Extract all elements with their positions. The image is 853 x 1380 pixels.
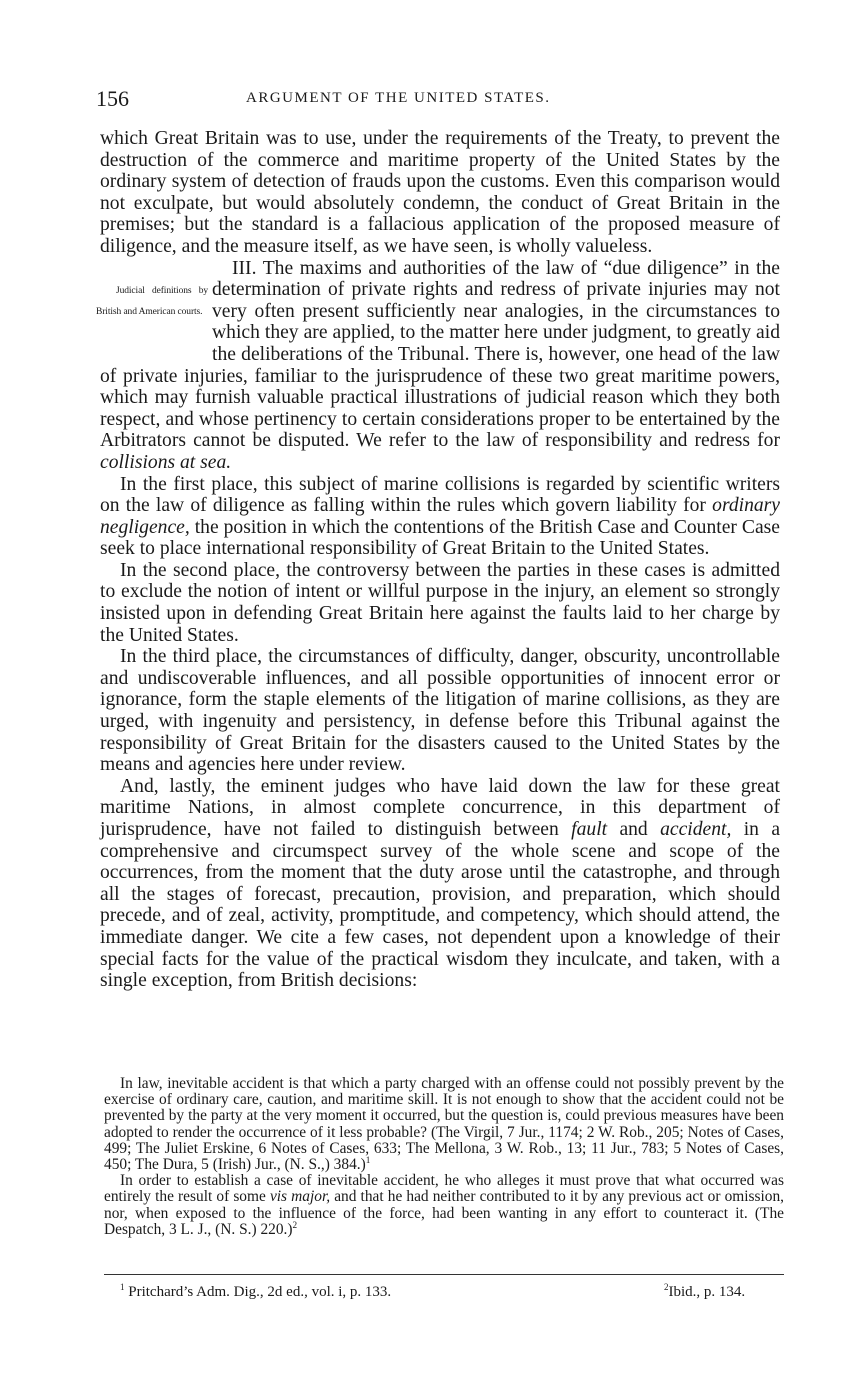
- footnote-1: $^1$ Pritchard’s Adm. Dig., 2d ed., vol. i, p. 133.: [120, 1282, 392, 1300]
- sidenote-judicial-definitions: Judicial definitions by British and American courts.: [96, 285, 208, 318]
- page-number: 156: [96, 86, 129, 111]
- quote-establish-inevitable-accident: In order to establish a case of inevitable accident, he who alleges it must prove that what occurred was entirely the result of some vis major, and that he had neither contributed to it by any previous act or omission, nor, when exposed to the influence of the force, had been wanting in any effort to counteract it. (The Despatch, 3 L. J., (N. S.) 220.)$^2$: [104, 1172, 784, 1238]
- footnote-reference-2[interactable]: 2: [292, 1219, 298, 1230]
- main-text: [96, 128, 781, 992]
- emphasis-vis-major: vis major,: [269, 1188, 331, 1206]
- footnote-mark-1: 1: [120, 1282, 125, 1292]
- emphasis-accident: accident,: [660, 819, 732, 840]
- page-header: [96, 86, 780, 116]
- running-head: ARGUMENT OF THE UNITED STATES.: [246, 90, 551, 106]
- paragraph-second-place: In the second place, the controversy between the parties in these cases is admitted to exclude the notion of intent or willful purpose in the injury, an element so strongly insisted upon in defending Great Britain here against the faults laid to her charge by the United States.: [100, 559, 780, 646]
- sidenote-container: [96, 277, 208, 363]
- emphasis-fault: fault: [571, 819, 608, 840]
- paragraph-third-place: In the third place, the circumstances of difficulty, danger, obscurity, uncontrollable and undiscoverable influences, and all possible opportunities of innocent error or ignorance, form the staple elements of the litigation of marine collisions, as they are urged, with ingenuity and persistency, in defense before this Tribunal against the responsibility of Great Britain for the disasters caused to the United States by the means and agencies here under review.: [100, 646, 780, 776]
- emphasis-ordinary-negligence: ordinary negligence,: [100, 495, 780, 538]
- paragraph-text: III. The maxims and authorities of the law of “due diligence” in the determination of private rights and redress of private injuries may not very often present sufficiently near analogies, in the circumstances to which they are applied, to the matter here under judgment, to greatly aid the deliberations of the Tribunal. There is, however, one head of the law of private injuries, familiar to the jurisprudence of these two great maritime powers, which may furnish valuable practical illustrations of judicial reason which they both respect, and whose pertinency to certain considerations proper to be entertained by the Arbitrators cannot be disputed. We refer to the law of responsibility and redress for: [100, 257, 780, 452]
- quote-inevitable-accident-definition: In law, inevitable accident is that which a party charged with an offense could not possibly prevent by the exercise of ordinary care, caution, and maritime skill. It is not enough to show that the accident could not be prevented by the party at the very moment it occurred, but the question is, could previous measures have been adopted to render the occurrence of it less probable? (The Virgil, 7 Jur., 1174; 2 W. Rob., 205; Notes of Cases, 499; The Juliet Erskine, 6 Notes of Cases, 633; The Mellona, 3 W. Rob., 13; 11 Jur., 783; 5 Notes of Cases, 450; The Dura, 5 (Irish) Jur., (N. S.,) 384.)$^1$: [104, 1075, 784, 1174]
- footnote-divider: [104, 1274, 784, 1275]
- footnote-2: $^2$Ibid., p. 134.: [664, 1282, 746, 1300]
- paragraph-first-place: In the first place, this subject of marine collisions is regarded by scientific writers on the law of diligence as falling within the rules which govern liability for ordinary negligence, the position in which the contentions of the British Case and Counter Case seek to place international responsibility of Great Britain to the United States.: [100, 473, 780, 560]
- emphasis-collisions-at-sea: collisions at sea.: [100, 451, 232, 473]
- footnote-reference-1[interactable]: 1: [365, 1154, 371, 1165]
- paragraph-section-iii: [96, 257, 780, 474]
- quoted-authorities: [104, 1076, 784, 1238]
- footnote-mark-2: 2: [664, 1282, 669, 1292]
- paragraph-continuation: which Great Britain was to use, under the requirements of the Treaty, to prevent the destruction of the commerce and maritime property of the United States by the ordinary system of detection of frauds upon the customs. Even this comparison would not exculpate, but would absolutely condemn, the conduct of Great Britain in the premises; but the standard is a fallacious application of the proposed measure of diligence, and the measure itself, as we have seen, is wholly valueless.: [100, 128, 780, 257]
- paragraph-lastly: And, lastly, the eminent judges who have laid down the law for these great maritime Nations, in almost complete concurrence, in this department of jurisprudence, have not failed to distinguish between fault and accident, in a comprehensive and circumspect survey of the whole scene and scope of the occurrences, from the moment that the duty arose until the catastrophe, and through all the stages of forecast, precaution, provision, and preparation, which should precede, and of zeal, activity, promptitude, and competency, which should attend, the immediate danger. We cite a few cases, not dependent upon a knowledge of their special facts for the value of the practical wisdom they inculcate, and taken, with a single exception, from British decisions:: [100, 775, 781, 992]
